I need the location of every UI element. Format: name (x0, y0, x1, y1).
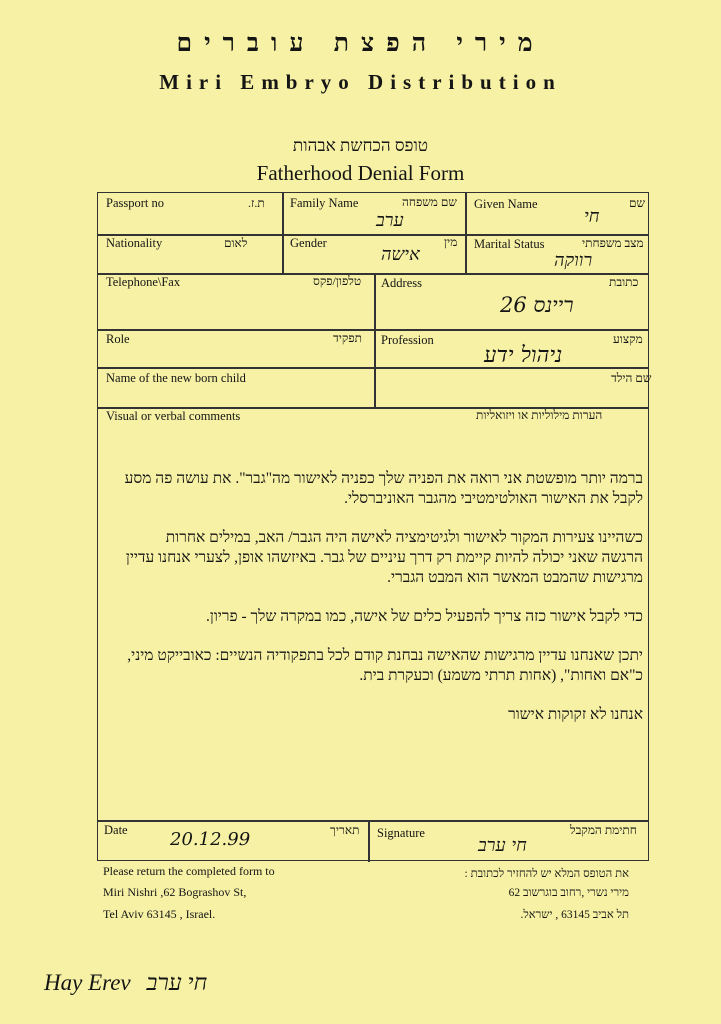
comments-paragraph: כשהיינו צעירות המקור לאישור ולגיטימציה לאישה היה הגבר/ האב, במילים אחרות הרגשה שאני יכולה להיות קיימת רק דרך עיניים של גבר. באיזשהו אופן, לצערי אנחנו עדיין מרגישות שהמבט המאשר הוא המבט הגברי. (125, 529, 643, 586)
family-name-label-he: שם משפחה (402, 195, 457, 209)
family-name-label-en: Family Name (290, 196, 359, 210)
address-label-he: כתובת (609, 275, 639, 289)
child-name-label-he: שם הילד (611, 371, 652, 385)
col-divider (465, 193, 467, 273)
col-divider (368, 820, 370, 862)
telephone-label-he: טלפון/פקס (313, 274, 362, 288)
return-instructions-en: Please return the completed form to (103, 864, 275, 878)
row-divider (98, 329, 648, 331)
row-divider (98, 234, 648, 236)
comments-label-he: הערות מילוליות או ויזואליות (476, 408, 603, 422)
marital-status-label-he: מצב משפחתי (582, 236, 644, 250)
address-value[interactable]: ריינס 26 (500, 293, 574, 317)
profession-label-en: Profession (381, 333, 434, 347)
gender-label-he: מין (444, 235, 458, 249)
comments-paragraph: יתכן שאנחנו עדיין מרגישות שהאישה נבחנת קודם לכל בתפקודיה הנשיים: כאובייקט מיני, כ"אם ואחות", (אחות תרתי משמע) וכעקרת בית. (127, 647, 643, 684)
nationality-label-en: Nationality (106, 236, 163, 250)
date-label-en: Date (104, 823, 128, 837)
return-address-line2-he: תל אביב 63145 , ישראל. (520, 909, 629, 921)
marital-status-value[interactable]: רווקה (554, 250, 593, 271)
family-name-value[interactable]: ערב (376, 210, 404, 231)
form-title-hebrew: טופס הכחשת אבהות (292, 136, 429, 155)
artist-signature (44, 970, 207, 996)
artist-signature-en: Hay Erev (44, 970, 131, 995)
date-value[interactable]: 20.12.99 (170, 829, 251, 850)
comments-text (123, 469, 643, 744)
gender-label-en: Gender (290, 236, 327, 250)
signature-value[interactable]: חי ערב (478, 835, 527, 856)
marital-status-label-en: Marital Status (474, 237, 545, 251)
company-name-english: Miri Embryo Distribution (159, 70, 562, 94)
col-divider (374, 273, 376, 407)
return-address-line2-en: Tel Aviv 63145 , Israel. (103, 907, 216, 921)
given-name-value[interactable]: חי (584, 206, 600, 227)
row-divider (98, 273, 648, 275)
return-address-line1-en: Miri Nishri ,62 Bograshov St, (103, 885, 247, 899)
row-divider (98, 367, 648, 369)
row-divider (98, 820, 648, 822)
comments-paragraph: אנחנו לא זקוקות אישור (508, 706, 643, 723)
signature-label-en: Signature (377, 826, 425, 840)
nationality-label-he: לאום (224, 236, 248, 250)
given-name-label-en: Given Name (474, 197, 538, 211)
artist-signature-he: חי ערב (146, 970, 208, 995)
comments-label-en: Visual or verbal comments (106, 409, 241, 423)
gender-value[interactable]: אישה (381, 244, 420, 265)
child-name-label-en: Name of the new born child (106, 371, 246, 385)
signature-label-he: חתימת המקבל (570, 823, 637, 837)
form-title-english: Fatherhood Denial Form (256, 161, 465, 185)
col-divider (282, 193, 284, 273)
passport-label-en: Passport no (106, 196, 164, 210)
role-label-he: תפקיד (333, 331, 362, 345)
return-address-line1-he: מירי נשרי ,רחוב בוגרשוב 62 (508, 887, 629, 899)
company-name-hebrew: מירי הפצת עוברים (176, 30, 545, 57)
comments-paragraph: ברמה יותר מופשטת אני רואה את הפניה שלך כפניה לאישור מה"גבר". את עושה פה מסע לקבל את האישור האולטימטיבי מהגבר האוניברסלי. (124, 470, 643, 507)
role-label-en: Role (106, 332, 130, 346)
address-label-en: Address (381, 276, 422, 290)
date-label-he: תאריך (330, 823, 360, 837)
telephone-label-en: Telephone\Fax (106, 275, 181, 289)
profession-value[interactable]: ניהול ידע (484, 343, 563, 368)
passport-label-he: ת.ז. (248, 196, 265, 210)
return-instructions-he: את הטופס המלא יש להחזיר לכתובת : (464, 868, 629, 880)
profession-label-he: מקצוע (613, 332, 643, 346)
comments-paragraph: כדי לקבל אישור כזה צריך להפעיל כלים של אישה, כמו במקרה שלך - פריון. (206, 608, 643, 625)
given-name-label-he: שם (629, 196, 645, 210)
